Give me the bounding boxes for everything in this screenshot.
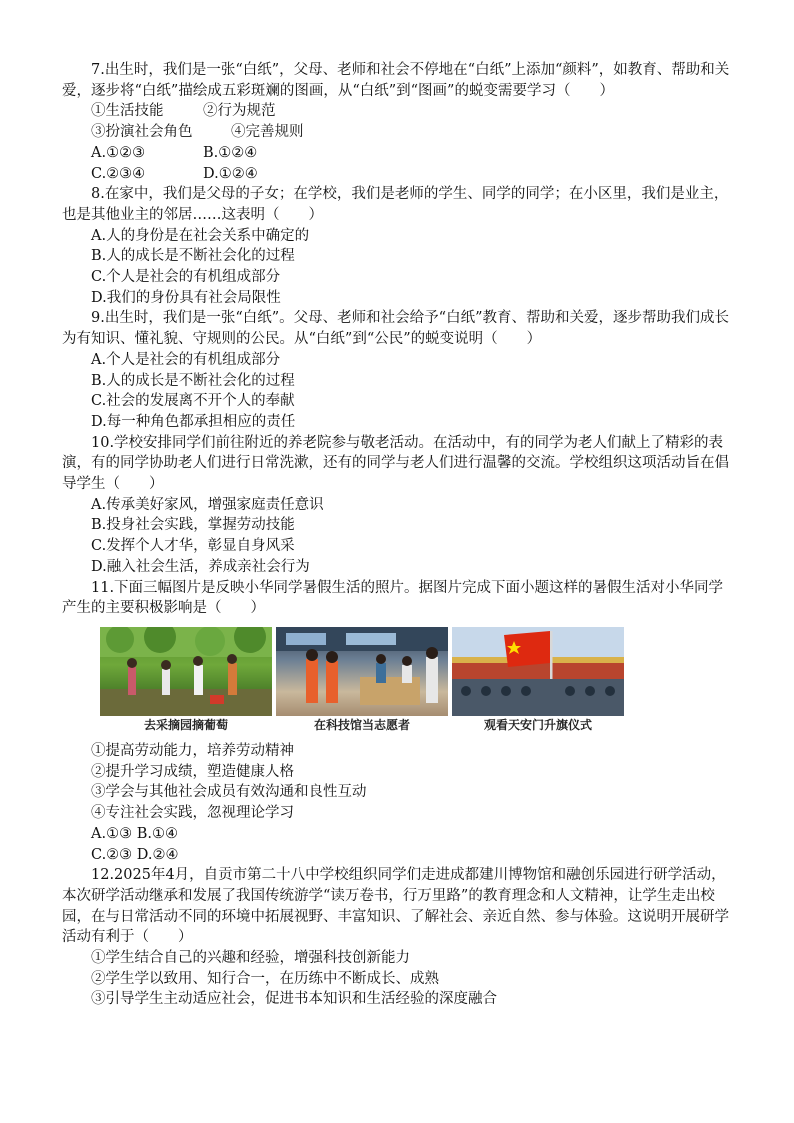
- caption-grape-picking: 去采摘园摘葡萄: [100, 716, 272, 735]
- q8-option-a: A.人的身份是在社会关系中确定的: [91, 227, 310, 244]
- q10-option-c: C.发挥个人才华，彰显自身风采: [91, 538, 295, 555]
- q7-stem: 7.出生时，我们是一张“白纸”，父母、老师和社会不停地在“白纸”上添加“颜料”，如教育、帮助和关爱，逐步将“白纸”描绘成五彩斑斓的图画，从“白纸”到“图画”的蜕变需要学习（ ）: [62, 62, 730, 99]
- q7-options-row1: [62, 143, 734, 164]
- science-museum-photo: [276, 627, 448, 735]
- q8-option-b: B.人的成长是不断社会化的过程: [91, 248, 295, 265]
- q9-option-a: A.个人是社会的有机组成部分: [91, 351, 281, 368]
- q9-stem: 9.出生时，我们是一张“白纸”。父母、老师和社会给予“白纸”教育、帮助和关爱，逐步帮助我们成长为有知识、懂礼貌、守规则的公民。从“白纸”到“公民”的蜕变说明（ ）: [62, 310, 729, 348]
- q11-statement-2: ②提升学习成绩，塑造健康人格: [91, 763, 294, 780]
- q9-option-c: C.社会的发展离不开个人的奉献: [91, 393, 295, 410]
- flag-raising-photo: [452, 627, 624, 735]
- q11-stem: 11.下面三幅图片是反映小华同学暑假生活的照片。据图片完成下面小题这样的暑假生活对小华同学产生的主要积极影响是（ ）: [62, 579, 724, 617]
- q7-option-a: A.①②③: [91, 144, 146, 161]
- q7-statements-row1: [62, 101, 734, 122]
- q8-stem: 8.在家中，我们是父母的子女；在学校，我们是老师的学生、同学的同学；在小区里，我们是业主，也是其他业主的邻居……这表明（ ）: [62, 186, 729, 223]
- q12-statement-2: ②学生学以致用、知行合一，在历练中不断成长、成熟: [91, 970, 439, 987]
- q7-statement-1: ①生活技能: [91, 103, 164, 120]
- q8-option-d: D.我们的身份具有社会局限性: [91, 289, 281, 306]
- q11-photo-strip: [100, 627, 734, 735]
- q11-options-cd: C.②③ D.②④: [91, 846, 179, 863]
- q8-option-c: C.个人是社会的有机组成部分: [91, 269, 281, 286]
- q9-option-d: D.每一种角色都承担相应的责任: [91, 413, 296, 430]
- q11-statement-3: ③学会与其他社会成员有效沟通和良性互动: [91, 784, 367, 801]
- exam-page: [62, 60, 734, 1010]
- q12-statement-3: ③引导学生主动适应社会，促进书本知识和生活经验的深度融合: [91, 991, 497, 1008]
- grape-picking-photo: [100, 627, 272, 735]
- q7-statement-2: ②行为规范: [203, 103, 276, 120]
- q7-option-d: D.①②④: [203, 165, 258, 182]
- q12-statement-1: ①学生结合自己的兴趣和经验，增强科技创新能力: [91, 950, 410, 967]
- q10-option-d: D.融入社会生活，养成亲社会行为: [91, 558, 310, 575]
- q7-options-row2: [62, 164, 734, 185]
- q10-option-a: A.传承美好家风，增强家庭责任意识: [91, 496, 324, 513]
- q7-statement-3: ③扮演社会角色: [91, 124, 193, 141]
- q7-statement-4: ④完善规则: [231, 124, 304, 141]
- q9-option-b: B.人的成长是不断社会化的过程: [91, 372, 295, 389]
- q10-option-b: B.投身社会实践，掌握劳动技能: [91, 517, 295, 534]
- q11-statement-1: ①提高劳动能力，培养劳动精神: [91, 742, 294, 759]
- volunteer-scene-illustration: [276, 627, 448, 716]
- q11-statement-4: ④专注社会实践，忽视理论学习: [91, 805, 294, 822]
- flag-ceremony-illustration: [452, 627, 624, 716]
- q7-option-b: B.①②④: [203, 144, 258, 161]
- q7-statements-row2: [62, 122, 734, 143]
- q7-option-c: C.②③④: [91, 165, 146, 182]
- q12-stem: 12.2025年4月，自贡市第二十八中学校组织同学们走进成都建川博物馆和融创乐园进行研学活动，本次研学活动继承和发展了我国传统游学“读万卷书，行万里路”的教育理念和人文精神，让学生走出校园，在与日常活动不同的环境中拓展视野、丰富知识、了解社会、亲近自然、参与体验。这说明开展研学活动有利于（ ）: [62, 867, 729, 946]
- vineyard-people-illustration: [100, 627, 272, 716]
- caption-science-museum: 在科技馆当志愿者: [276, 716, 448, 735]
- q11-options-ab: A.①③ B.①④: [91, 825, 178, 842]
- q10-stem: 10.学校安排同学们前往附近的养老院参与敬老活动。在活动中，有的同学为老人们献上了精彩的表演，有的同学协助老人们进行日常洗漱，还有的同学与老人们进行温馨的交流。学校组织这项活动旨在倡导学生（ ）: [62, 434, 729, 493]
- caption-flag-raising: 观看天安门升旗仪式: [452, 716, 624, 735]
